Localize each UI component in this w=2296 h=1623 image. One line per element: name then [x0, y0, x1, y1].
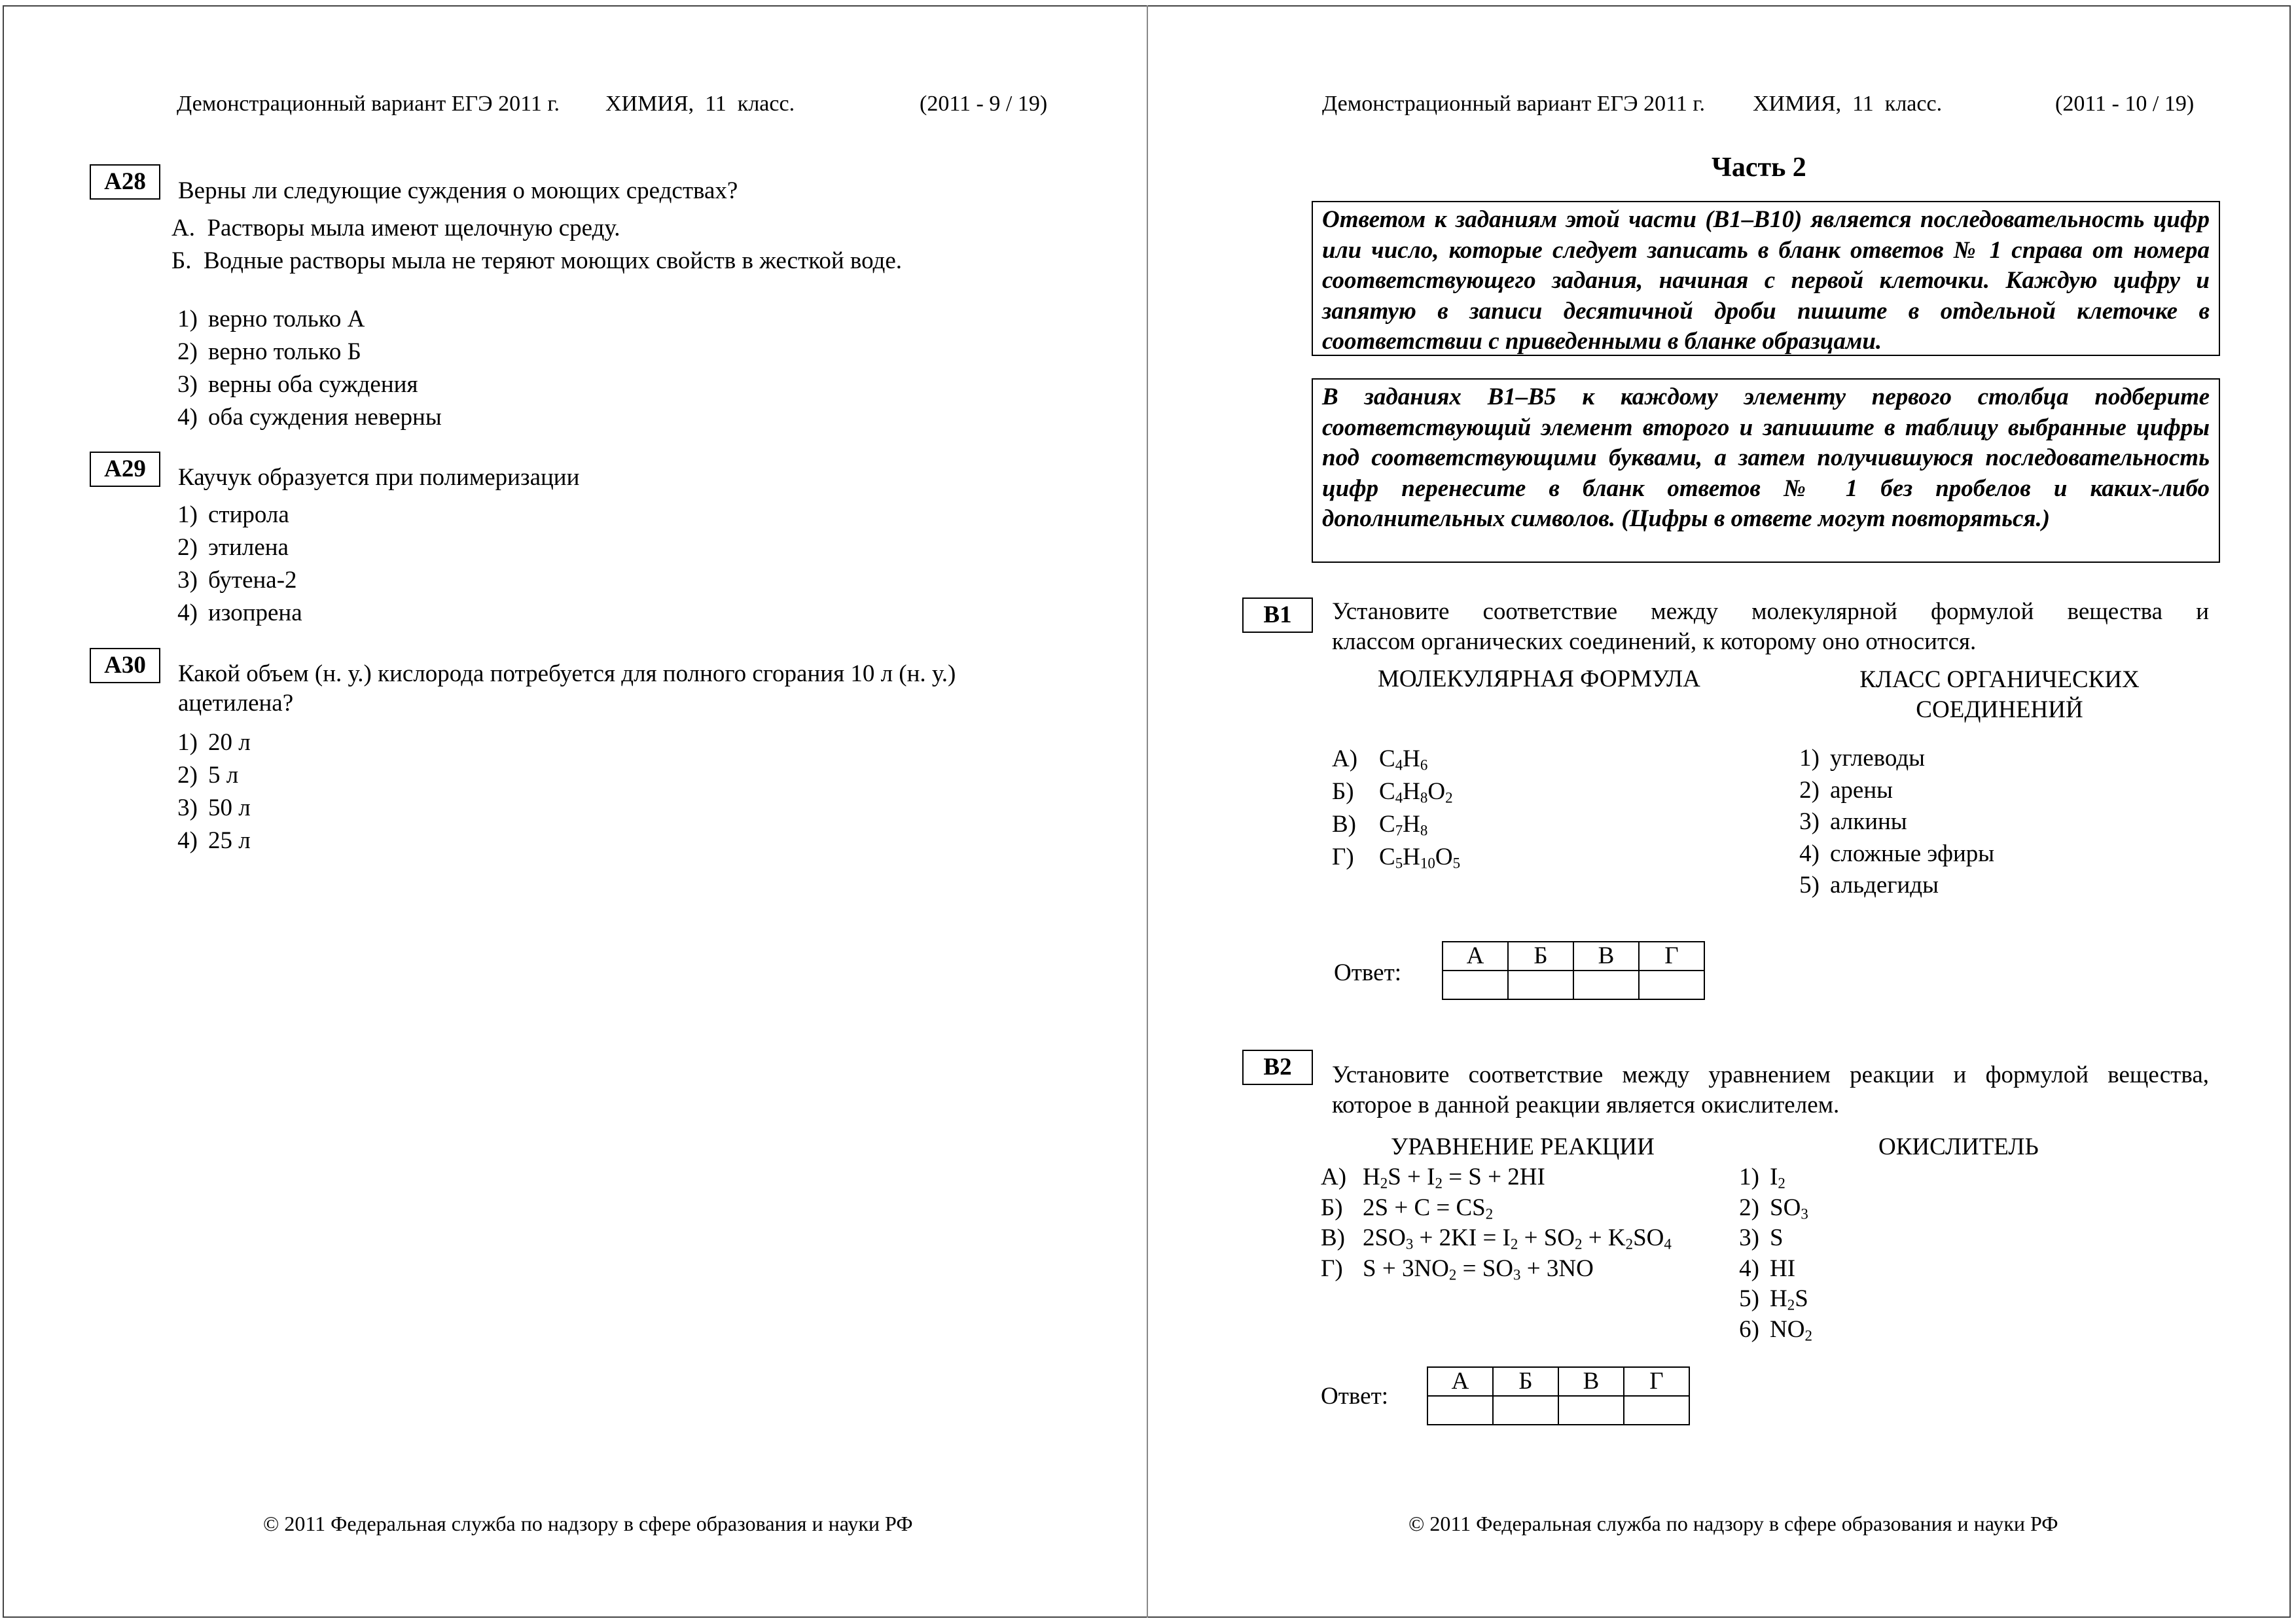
- answer-cell[interactable]: [1639, 971, 1704, 999]
- b1-column-header-class: КЛАСС ОРГАНИЧЕСКИХ СОЕДИНЕНИЙ: [1859, 666, 2140, 723]
- reaction-item: А) $H_2S + I_2 = S + 2HI$: [1321, 1164, 1545, 1192]
- right-header-title: Демонстрационный вариант ЕГЭ 2011 г.: [1322, 92, 1705, 116]
- answer-option: 1) 20 л: [177, 729, 251, 756]
- answer-option: 2) этилена: [177, 534, 289, 561]
- answer-option: 1) верно только А: [177, 306, 365, 332]
- answer-col-header: Б: [1508, 942, 1573, 971]
- a28-statements: [171, 212, 902, 277]
- b2-oxidizer-list: [1713, 1162, 1812, 1345]
- answer-col-header: Г: [1639, 942, 1704, 971]
- b1-class-list: [1774, 743, 1994, 902]
- b2-question-line1: Установите соответствие между уравнением реакции и формулой вещества,: [1332, 1061, 2209, 1088]
- answer-col-header: А: [1427, 1367, 1493, 1396]
- b2-column-header-oxidizer: ОКИСЛИТЕЛЬ: [1878, 1133, 2039, 1160]
- formula-item: Б) $C_4H_8O_2$: [1332, 778, 1453, 806]
- question-number-b1: B1: [1242, 597, 1313, 633]
- formula-item: А) $C_4H_6$: [1332, 745, 1428, 774]
- b1-column-header-formula: МОЛЕКУЛЯРНАЯ ФОРМУЛА: [1378, 666, 1700, 692]
- b2-answer-label: Ответ:: [1321, 1383, 1389, 1410]
- question-number-b2: B2: [1242, 1050, 1313, 1085]
- answer-option: 2) 5 л: [177, 762, 239, 789]
- question-number-a29: A29: [90, 452, 160, 487]
- instructions-box-1: Ответом к заданиям этой части (В1–В10) является последовательность цифр или число, которые следует записать в бланк ответов № 1 справа от номера соответствующего задания, начиная с первой клеточки. Каждую цифру и запятую в записи десятичной дроби пишите в отдельной клеточке в соответствии с приведенными в бланке образцами.: [1312, 201, 2220, 356]
- answer-option: 4) оба суждения неверны: [177, 404, 442, 431]
- answer-cell[interactable]: [1427, 1396, 1493, 1425]
- right-header-page: (2011 - 10 / 19): [2055, 92, 2195, 116]
- a29-question: Каучук образуется при полимеризации: [178, 464, 580, 491]
- b1-question-line1: Установите соответствие между молекулярной формулой вещества и: [1332, 598, 2209, 625]
- answer-cell[interactable]: [1493, 1396, 1558, 1425]
- class-item: 5) альдегиды: [1799, 872, 1939, 899]
- b1-answer-label: Ответ:: [1334, 959, 1402, 986]
- class-item: 1) углеводы: [1799, 745, 1926, 772]
- right-footer-copyright: © 2011 Федеральная служба по надзору в сфере образования и науки РФ: [1408, 1512, 2058, 1535]
- a30-question-line1: Какой объем (н. у.) кислорода потребуется для полного сгорания 10 л (н. у.): [178, 660, 956, 687]
- left-footer-copyright: © 2011 Федеральная служба по надзору в сфере образования и науки РФ: [263, 1512, 913, 1535]
- b2-question-line2: которое в данной реакции является окислителем.: [1332, 1092, 1840, 1118]
- part-title: Часть 2: [1712, 152, 1806, 183]
- oxidizer-item: 5) $H_2S$: [1739, 1285, 1808, 1313]
- class-item: 2) арены: [1799, 776, 1893, 804]
- answer-option: 4) 25 л: [177, 827, 251, 854]
- answer-col-header: Г: [1624, 1367, 1689, 1396]
- answer-cell[interactable]: [1558, 1396, 1624, 1425]
- a29-options: [152, 499, 302, 630]
- class-item: 4) сложные эфиры: [1799, 840, 1995, 867]
- page-divider: [1147, 5, 1148, 1618]
- answer-option: 2) верно только Б: [177, 338, 361, 365]
- answer-option: 3) бутена-2: [177, 567, 297, 594]
- a30-options: [152, 726, 251, 857]
- answer-option: 4) изопрена: [177, 599, 302, 626]
- answer-cell[interactable]: [1443, 971, 1508, 999]
- answer-option: 3) верны оба суждения: [177, 371, 418, 398]
- reaction-item: Б) $2S + C = CS_2$: [1321, 1194, 1494, 1222]
- a30-question-line2: ацетилена?: [178, 690, 294, 717]
- left-header-title: Демонстрационный вариант ЕГЭ 2011 г.: [177, 92, 560, 116]
- b2-reaction-list: [1321, 1162, 1672, 1284]
- oxidizer-item: 4) HI: [1739, 1255, 1796, 1282]
- formula-item: В) $C_7H_8$: [1332, 811, 1428, 839]
- reaction-item: В) $2SO_3 + 2KI = I_2 + SO_2 + K_2SO_4$: [1321, 1224, 1672, 1253]
- oxidizer-item: 1) $I_2$: [1739, 1164, 1785, 1192]
- b2-column-header-reaction: УРАВНЕНИЕ РЕАКЦИИ: [1391, 1133, 1655, 1160]
- b1-answer-grid: [1442, 941, 1705, 1000]
- formula-item: Г) $C_5H_{10}O_5$: [1332, 844, 1461, 872]
- answer-cell[interactable]: [1624, 1396, 1689, 1425]
- answer-col-header: Б: [1493, 1367, 1558, 1396]
- reaction-item: Г) $S + 3NO_2 = SO_3 + 3NO$: [1321, 1255, 1594, 1283]
- statement: А. Растворы мыла имеют щелочную среду.: [171, 215, 620, 241]
- answer-col-header: В: [1573, 942, 1639, 971]
- answer-cell[interactable]: [1573, 971, 1639, 999]
- oxidizer-item: 6) $NO_2$: [1739, 1315, 1812, 1344]
- a28-options: [152, 303, 442, 434]
- answer-col-header: В: [1558, 1367, 1624, 1396]
- answer-col-header: А: [1443, 942, 1508, 971]
- question-number-a28: A28: [90, 164, 160, 200]
- right-header-subject: ХИМИЯ, 11 класс.: [1753, 92, 1943, 116]
- b1-question-line2: классом органических соединений, к которому оно относится.: [1332, 628, 1977, 655]
- question-number-a30: A30: [90, 648, 160, 683]
- class-item: 3) алкины: [1799, 808, 1907, 835]
- left-header-page: (2011 - 9 / 19): [920, 92, 1048, 116]
- left-header-subject: ХИМИЯ, 11 класс.: [605, 92, 795, 116]
- a28-question: Верны ли следующие суждения о моющих средствах?: [178, 177, 738, 204]
- oxidizer-item: 3) S: [1739, 1224, 1784, 1251]
- answer-option: 1) стирола: [177, 501, 289, 528]
- answer-option: 3) 50 л: [177, 794, 251, 821]
- b2-answer-grid: [1427, 1366, 1690, 1425]
- statement: Б. Водные растворы мыла не теряют моющих свойств в жесткой воде.: [171, 247, 903, 274]
- b1-formula-list: [1332, 743, 1460, 874]
- answer-cell[interactable]: [1508, 971, 1573, 999]
- oxidizer-item: 2) $SO_3$: [1739, 1194, 1808, 1222]
- instructions-box-2: В заданиях В1–В5 к каждому элементу первого столбца подберите соответствующий элемент второго и запишите в таблицу выбранные цифры под соответствующими буквами, а затем получившуюся последовательность цифр перенесите в бланк ответов № 1 без пробелов и каких-либо дополнительных символов. (Цифры в ответе могут повторяться.): [1312, 378, 2220, 563]
